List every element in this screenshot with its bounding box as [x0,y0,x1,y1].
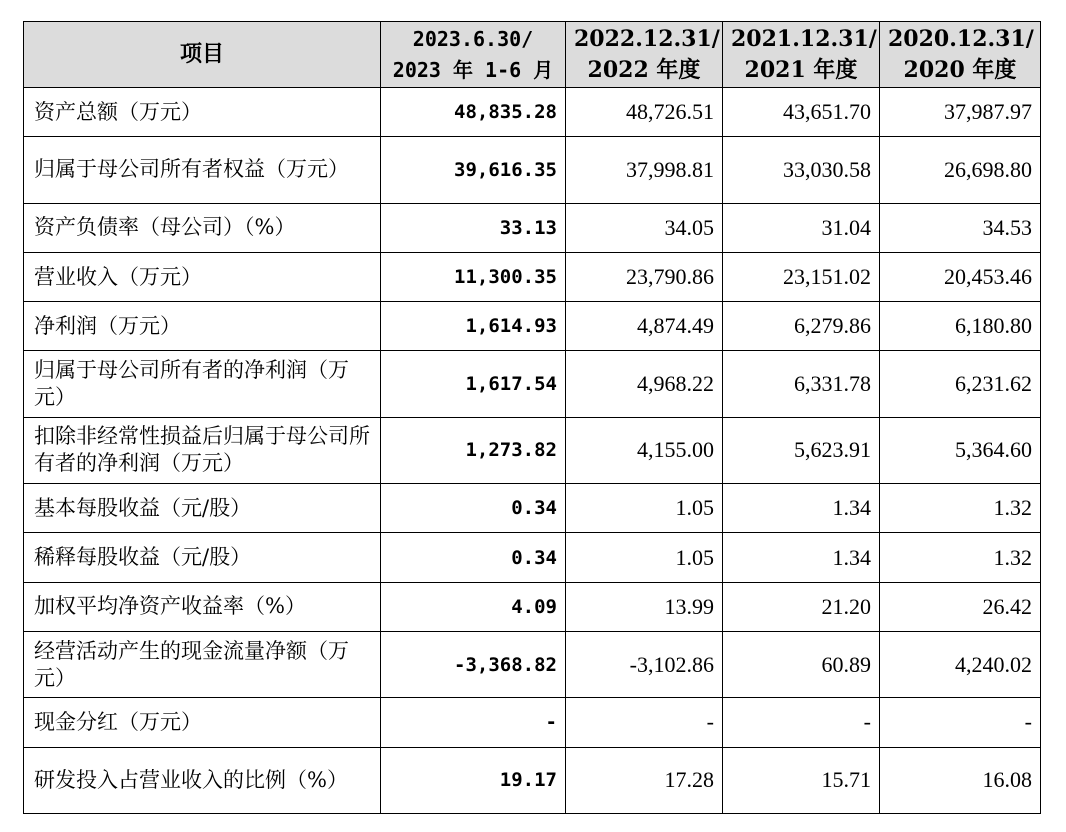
value-2021: 60.89 [723,631,880,697]
value-2022: 4,874.49 [566,302,723,351]
value-2023h1: 0.34 [381,533,566,582]
value-2023h1: 33.13 [381,203,566,252]
value-2023h1: 4.09 [381,582,566,631]
table-row [24,351,1041,417]
value-2020: 4,240.02 [880,631,1041,697]
value-2020: 1.32 [880,533,1041,582]
value-2022: 17.28 [566,747,723,813]
table-row [24,484,1041,533]
value-2022: 4,155.00 [566,417,723,483]
row-label: 基本每股收益（元/股） [24,484,381,533]
value-2021: 31.04 [723,203,880,252]
value-2021: 23,151.02 [723,252,880,301]
value-2022: 34.05 [566,203,723,252]
value-2023h1: 48,835.28 [381,88,566,137]
value-2021: - [723,698,880,747]
table-row [24,747,1041,813]
value-2020: 5,364.60 [880,417,1041,483]
table-row [24,631,1041,697]
value-2021: 15.71 [723,747,880,813]
table-row [24,137,1041,203]
table-row [24,203,1041,252]
value-2022: - [566,698,723,747]
table-row [24,252,1041,301]
header-2022: 2022.12.31/ 2022 年度 [566,22,723,88]
value-2022: 48,726.51 [566,88,723,137]
value-2022: 13.99 [566,582,723,631]
value-2020: 20,453.46 [880,252,1041,301]
value-2023h1: 1,273.82 [381,417,566,483]
row-label: 资产总额（万元） [24,88,381,137]
value-2021: 33,030.58 [723,137,880,203]
value-2022: 4,968.22 [566,351,723,417]
table-row [24,302,1041,351]
row-label: 资产负债率（母公司）（%） [24,203,381,252]
table-row [24,533,1041,582]
row-label: 扣除非经常性损益后归属于母公司所有者的净利润（万元） [24,417,381,483]
value-2021: 6,331.78 [723,351,880,417]
value-2022: 23,790.86 [566,252,723,301]
value-2021: 21.20 [723,582,880,631]
value-2023h1: 39,616.35 [381,137,566,203]
row-label: 净利润（万元） [24,302,381,351]
table-row [24,582,1041,631]
header-2021: 2021.12.31/ 2021 年度 [723,22,880,88]
table-row [24,417,1041,483]
value-2023h1: 1,617.54 [381,351,566,417]
financial-indicators-table [23,21,1041,814]
value-2023h1: 1,614.93 [381,302,566,351]
value-2023h1: 19.17 [381,747,566,813]
row-label: 研发投入占营业收入的比例（%） [24,747,381,813]
value-2023h1: 0.34 [381,484,566,533]
value-2023h1: 11,300.35 [381,252,566,301]
value-2021: 6,279.86 [723,302,880,351]
value-2023h1: - [381,698,566,747]
table-row [24,698,1041,747]
row-label: 现金分红（万元） [24,698,381,747]
value-2023h1: -3,368.82 [381,631,566,697]
header-2023h1: 2023.6.30/ 2023 年 1-6 月 [381,22,566,88]
value-2020: 26,698.80 [880,137,1041,203]
row-label: 归属于母公司所有者的净利润（万元） [24,351,381,417]
value-2022: 1.05 [566,484,723,533]
row-label: 稀释每股收益（元/股） [24,533,381,582]
row-label: 加权平均净资产收益率（%） [24,582,381,631]
table-row [24,88,1041,137]
value-2022: -3,102.86 [566,631,723,697]
header-row [24,22,1041,88]
value-2020: 6,180.80 [880,302,1041,351]
value-2020: 6,231.62 [880,351,1041,417]
value-2020: 34.53 [880,203,1041,252]
row-label: 经营活动产生的现金流量净额（万元） [24,631,381,697]
value-2021: 5,623.91 [723,417,880,483]
value-2020: 16.08 [880,747,1041,813]
header-2020: 2020.12.31/ 2020 年度 [880,22,1041,88]
value-2020: 1.32 [880,484,1041,533]
row-label: 营业收入（万元） [24,252,381,301]
value-2021: 1.34 [723,533,880,582]
row-label: 归属于母公司所有者权益（万元） [24,137,381,203]
value-2020: 37,987.97 [880,88,1041,137]
value-2020: 26.42 [880,582,1041,631]
value-2022: 37,998.81 [566,137,723,203]
value-2021: 1.34 [723,484,880,533]
value-2021: 43,651.70 [723,88,880,137]
value-2020: - [880,698,1041,747]
header-item: 项目 [24,22,381,88]
value-2022: 1.05 [566,533,723,582]
